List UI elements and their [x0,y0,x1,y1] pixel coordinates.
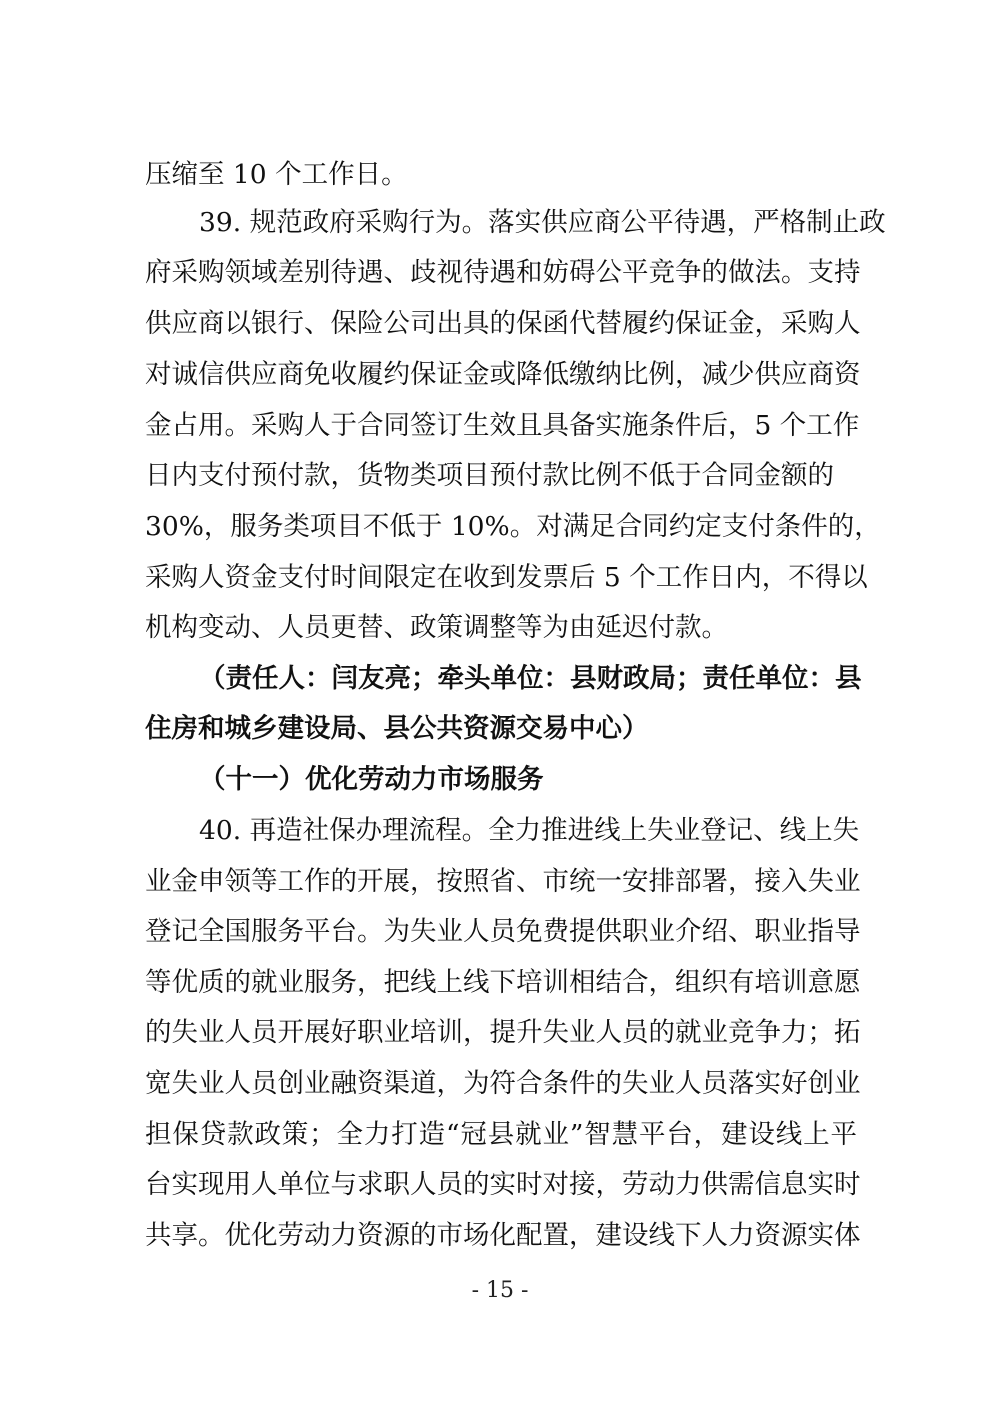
text-line-20: 担保贷款政策；全力打造“冠县就业”智慧平台，建设线上平 [145,1119,857,1150]
page-number: - 15 - [471,1278,529,1303]
text-line-14: 40. 再造社保办理流程。全力推进线上失业登记、线上失 [199,815,860,846]
text-line-4: 供应商以银行、保险公司出具的保函代替履约保证金，采购人 [145,308,861,339]
text-line-3: 府采购领域差别待遇、歧视待遇和妨碍公平竞争的做法。支持 [145,257,861,288]
text-line-22: 共享。优化劳动力资源的市场化配置，建设线下人力资源实体 [145,1220,861,1251]
text-line-18: 的失业人员开展好职业培训，提升失业人员的就业竞争力；拓 [145,1017,861,1048]
text-line-17: 等优质的就业服务，把线上线下培训相结合，组织有培训意愿 [145,967,861,998]
text-line-5: 对诚信供应商免收履约保证金或降低缴纳比例，减少供应商资 [145,359,861,390]
text-line-10: 机构变动、人员更替、政策调整等为由延迟付款。 [145,612,728,643]
section-heading: （十一）优化劳动力市场服务 [199,764,544,795]
text-line-7: 日内支付预付款，货物类项目预付款比例不低于合同金额的 [145,460,834,491]
text-line-6: 金占用。采购人于合同签订生效且具备实施条件后，5 个工作 [145,410,860,441]
text-line-15: 业金申领等工作的开展，按照省、市统一安排部署，接入失业 [145,866,861,897]
text-line-8: 30%，服务类项目不低于 10%。对满足合同约定支付条件的， [145,511,881,542]
text-line-21: 台实现用人单位与求职人员的实时对接，劳动力供需信息实时 [145,1169,861,1200]
responsibility-line-1: （责任人：闫友亮；牵头单位：县财政局；责任单位：县 [199,663,862,694]
text-line-2: 39. 规范政府采购行为。落实供应商公平待遇，严格制止政 [199,207,886,238]
text-line-1: 压缩至 10 个工作日。 [145,159,408,190]
text-line-16: 登记全国服务平台。为失业人员免费提供职业介绍、职业指导 [145,916,861,947]
text-line-19: 宽失业人员创业融资渠道，为符合条件的失业人员落实好创业 [145,1068,861,1099]
text-line-9: 采购人资金支付时间限定在收到发票后 5 个工作日内，不得以 [145,562,868,593]
responsibility-line-2: 住房和城乡建设局、县公共资源交易中心） [145,713,649,744]
